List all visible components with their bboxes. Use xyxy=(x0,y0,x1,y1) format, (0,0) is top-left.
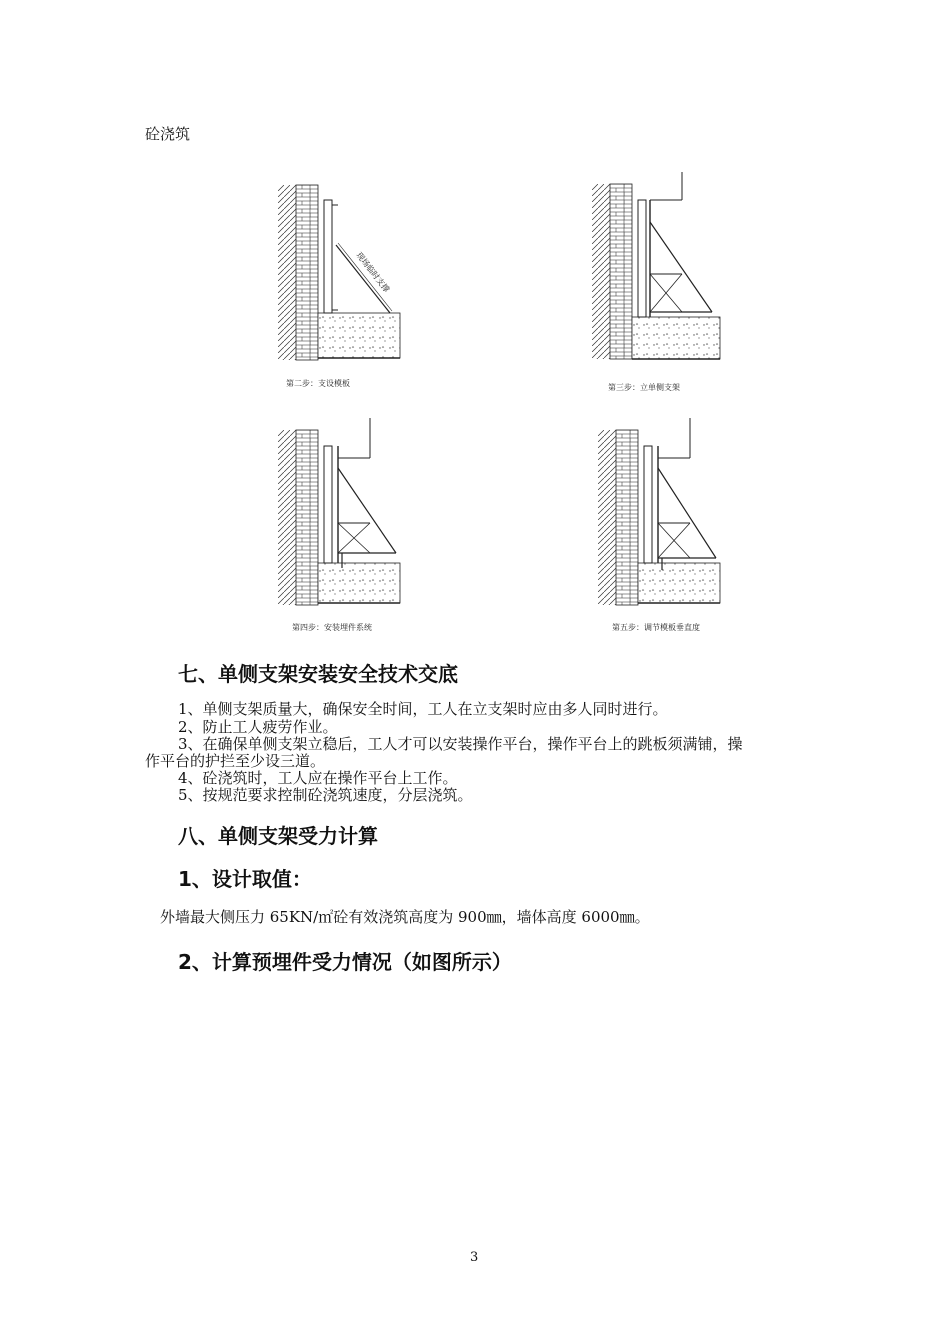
figure-step5-adjust xyxy=(598,418,738,608)
figure-caption-step2: 第二步：支设模板 xyxy=(286,379,350,388)
section7-heading: 七、单侧支架安装安全技术交底 xyxy=(178,662,458,686)
figure-annotation: 现场临时支撑 xyxy=(354,250,392,295)
page-number: 3 xyxy=(470,1250,479,1265)
section7-item-4: 4、砼浇筑时，工人应在操作平台上工作。 xyxy=(178,769,458,787)
figure-step4-embedded xyxy=(278,418,418,608)
subsection1-heading: 1、设计取值： xyxy=(178,867,312,891)
section7-item-1: 1、单侧支架质量大，确保安全时间，工人在立支架时应由多人同时进行。 xyxy=(178,700,668,718)
section7-item-3-cont: 作平台的护拦至少设三道。 xyxy=(145,752,326,770)
figure-step2-formwork xyxy=(278,185,408,365)
subsection2-heading: 2、计算预埋件受力情况（如图所示） xyxy=(178,950,512,974)
section8-heading: 八、单侧支架受力计算 xyxy=(178,824,378,848)
figure-step3-bracket xyxy=(592,172,732,364)
top-text: 砼浇筑 xyxy=(145,125,191,143)
figure-caption-step3: 第三步：立单侧支架 xyxy=(608,383,680,392)
section7-item-2: 2、防止工人疲劳作业。 xyxy=(178,718,338,736)
section7-item-5: 5、按规范要求控制砼浇筑速度，分层浇筑。 xyxy=(178,786,473,804)
subsection1-text: 外墙最大侧压力 65KN/㎡砼有效浇筑高度为 900㎜，墙体高度 6000㎜。 xyxy=(160,908,650,926)
figure-caption-step4: 第四步：安装埋件系统 xyxy=(292,623,372,632)
figure-caption-step5: 第五步：调节模板垂直度 xyxy=(612,623,700,632)
section7-item-3: 3、在确保单侧支架立稳后，工人才可以安装操作平台，操作平台上的跳板须满铺，操 xyxy=(178,735,743,753)
